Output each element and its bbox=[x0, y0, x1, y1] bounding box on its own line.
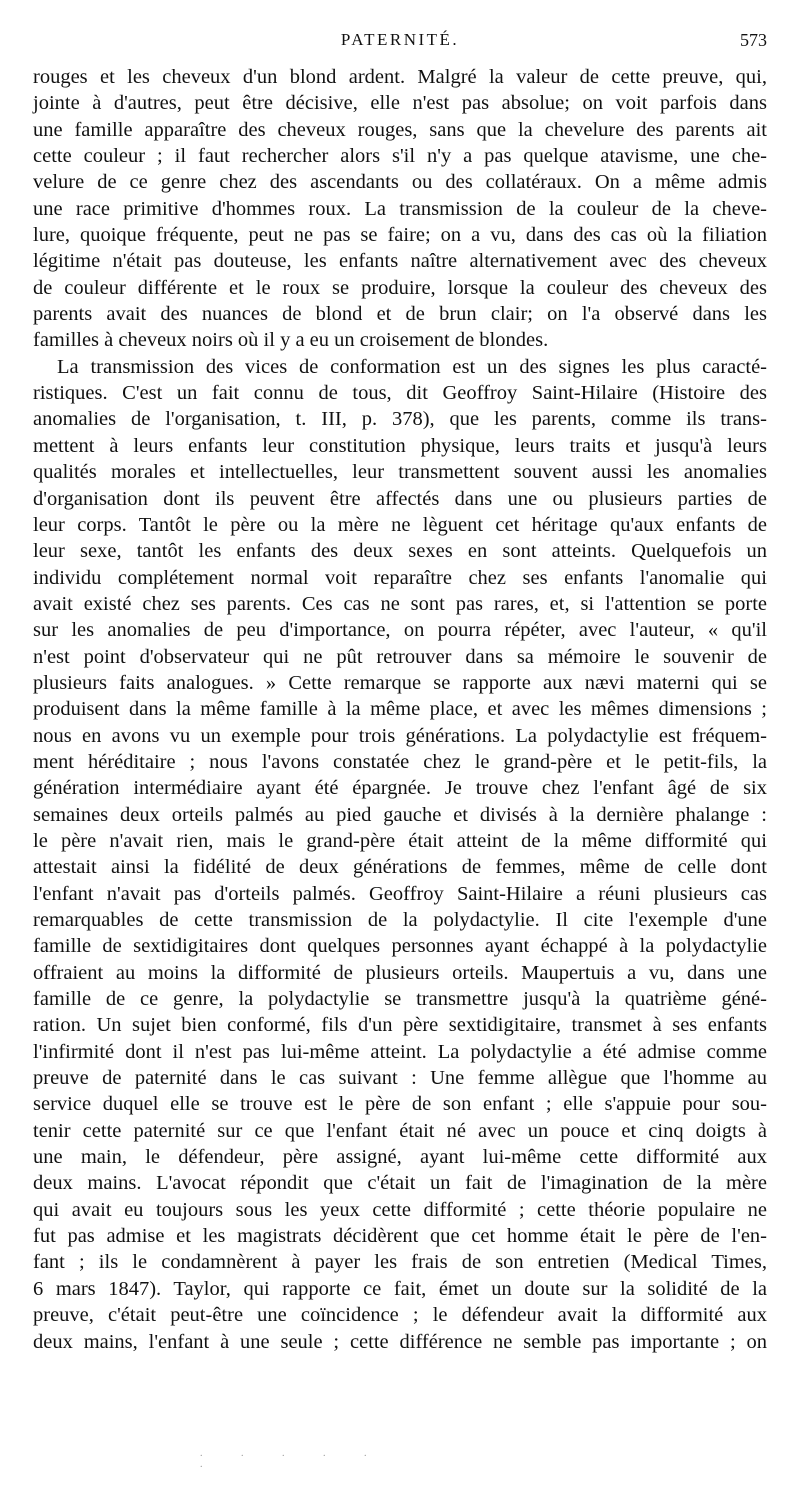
text-line: sur les anomalies de peu d'importance, on pourra répéter, avec l'auteur, « qu'il bbox=[33, 619, 767, 642]
text-line: anomalies de l'organisation, t. III, p. 378), que les parents, comme ils trans- bbox=[33, 408, 767, 431]
running-title: PATERNITÉ. bbox=[340, 30, 460, 49]
text-line: remarquables de cette transmission de la polydactylie. Il cite l'exemple d'une bbox=[33, 909, 767, 931]
text-line: 6 mars 1847). Taylor, qui rapporte ce fait, émet un doute sur la solidité de la bbox=[33, 1277, 767, 1300]
text-line: le père n'avait rien, mais le grand-père était atteint de la même difformité qui bbox=[33, 829, 767, 852]
footer-marks: . . . . . . bbox=[200, 1448, 385, 1470]
text-line: service duquel elle se trouve est le père de son enfant ; elle s'appuie pour sou- bbox=[33, 1093, 767, 1116]
text-line: La transmission des vices de conformation est un des signes les plus caracté- bbox=[57, 355, 767, 378]
text-line: velure de ce genre chez des ascendants ou des collatéraux. On a même admis bbox=[33, 171, 767, 194]
text-line: jointe à d'autres, peut être décisive, elle n'est pas absolue; on voit parfois dans bbox=[33, 92, 767, 115]
text-line: leur sexe, tantôt les enfants des deux sexes en sont atteints. Quelquefois un bbox=[33, 540, 767, 563]
text-line: cette couleur ; il faut rechercher alors s'il n'y a pas quelque atavisme, une che- bbox=[33, 145, 767, 168]
text-line: nous en avons vu un exemple pour trois générations. La polydactylie est fréquem- bbox=[33, 724, 767, 747]
text-line: génération intermédiaire ayant été épargnée. Je trouve chez l'enfant âgé de six bbox=[33, 777, 767, 800]
text-line: l'infirmité dont il n'est pas lui-même atteint. La polydactylie a été admise comme bbox=[33, 1040, 767, 1063]
text-line: de couleur différente et le roux se produire, lorsque la couleur des cheveux des bbox=[33, 276, 767, 299]
text-line: mettent à leurs enfants leur constitution physique, leurs traits et jusqu'à leurs bbox=[33, 434, 767, 457]
text-line: rouges et les cheveux d'un blond ardent. Malgré la valeur de cette preuve, qui, bbox=[33, 66, 767, 88]
text-line: preuve, c'était peut-être une coïncidence ; le défendeur avait la difformité aux bbox=[33, 1304, 767, 1327]
text-line: deux mains. L'avocat répondit que c'était un fait de l'imagination de la mère bbox=[33, 1172, 767, 1195]
text-line: semaines deux orteils palmés au pied gauche et divisés à la dernière phalange : bbox=[33, 803, 767, 826]
text-line: deux mains, l'enfant à une seule ; cette différence ne semble pas importante ; on bbox=[33, 1330, 767, 1353]
text-line: qui avait eu toujours sous les yeux cette difformité ; cette théorie populaire ne bbox=[33, 1198, 767, 1221]
text-line: produisent dans la même famille à la même place, et avec les mêmes dimensions ; bbox=[33, 698, 767, 721]
text-line: fut pas admise et les magistrats décidèrent que cet homme était le père de l'en- bbox=[33, 1225, 767, 1248]
text-line: ment héréditaire ; nous l'avons constatée chez le grand-père et le petit-fils, la bbox=[33, 750, 767, 773]
paragraph bbox=[33, 64, 767, 354]
text-line: famille de sextidigitaires dont quelques personnes ayant échappé à la polydactylie bbox=[33, 935, 767, 958]
body-text bbox=[33, 64, 767, 1355]
text-line: une race primitive d'hommes roux. La transmission de la couleur de la cheve- bbox=[33, 197, 767, 220]
text-line: une famille apparaître des cheveux rouges, sans que la chevelure des parents ait bbox=[33, 118, 767, 141]
text-line: offraient au moins la difformité de plusieurs orteils. Maupertuis a vu, dans une bbox=[33, 961, 767, 984]
text-line: ristiques. C'est un fait connu de tous, dit Geoffroy Saint-Hilaire (Histoire des bbox=[33, 382, 767, 405]
text-line: preuve de paternité dans le cas suivant : Une femme allègue que l'homme au bbox=[33, 1067, 767, 1090]
text-line: familles à cheveux noirs où il y a eu un croisement de blondes. bbox=[33, 329, 549, 352]
text-line: qualités morales et intellectuelles, leur transmettent souvent aussi les anomalies bbox=[33, 461, 767, 484]
text-line: leur corps. Tantôt le père ou la mère ne lèguent cet héritage qu'aux enfants de bbox=[33, 513, 767, 536]
text-line: légitime n'était pas douteuse, les enfants naître alternativement avec des cheveux bbox=[33, 250, 767, 273]
text-line: plusieurs faits analogues. » Cette remarque se rapporte aux nævi materni qui se bbox=[33, 671, 767, 694]
text-line: ration. Un sujet bien conformé, fils d'un père sextidigitaire, transmet à ses enfants bbox=[33, 1014, 767, 1037]
text-line: individu complétement normal voit reparaître chez ses enfants l'anomalie qui bbox=[33, 566, 767, 589]
text-line: lure, quoique fréquente, peut ne pas se faire; on a vu, dans des cas où la filiation bbox=[33, 224, 767, 247]
text-line: d'organisation dont ils peuvent être affectés dans une ou plusieurs parties de bbox=[33, 487, 767, 510]
page-header bbox=[33, 30, 767, 58]
text-line: une main, le défendeur, père assigné, ayant lui-même cette difformité aux bbox=[33, 1146, 767, 1169]
text-line: fant ; ils le condamnèrent à payer les frais de son entretien (Medical Times, bbox=[33, 1251, 767, 1274]
page-number: 573 bbox=[740, 30, 767, 50]
text-line: parents avait des nuances de blond et de brun clair; on l'a observé dans les bbox=[33, 303, 767, 326]
text-line: n'est point d'observateur qui ne pût retrouver dans sa mémoire le souvenir de bbox=[33, 645, 767, 668]
text-line: l'enfant n'avait pas d'orteils palmés. Geoffroy Saint-Hilaire a réuni plusieurs cas bbox=[33, 882, 767, 905]
paragraph bbox=[33, 354, 767, 1355]
text-line: attestait ainsi la fidélité de deux générations de femmes, même de celle dont bbox=[33, 856, 767, 879]
text-line: avait existé chez ses parents. Ces cas ne sont pas rares, et, si l'attention se porte bbox=[33, 592, 767, 615]
text-line: famille de ce genre, la polydactylie se transmettre jusqu'à la quatrième géné- bbox=[33, 988, 767, 1011]
text-line: tenir cette paternité sur ce que l'enfant était né avec un pouce et cinq doigts à bbox=[33, 1119, 767, 1142]
